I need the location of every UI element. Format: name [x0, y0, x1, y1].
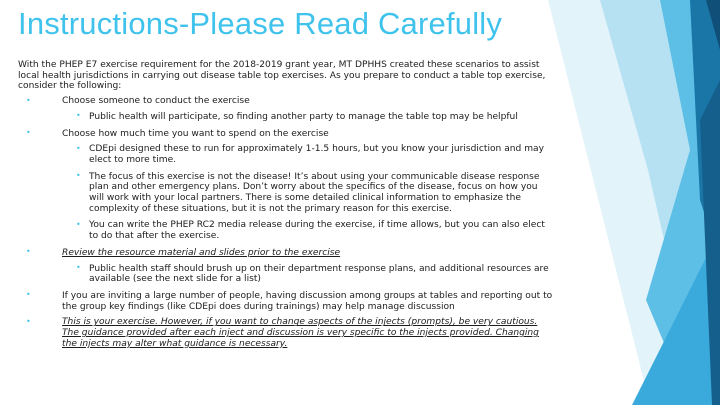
sub-item-text: Public health staff should brush up on their department response plans, and additional resources are available (see the next slide for a list): [89, 263, 549, 285]
intro-paragraph: With the PHEP E7 exercise requirement for the 2018-2019 grant year, MT DPHHS created these scenarios to assist local health jurisdictions in carrying out disease table top exercises. As you prepare to conduct a table top exercise, consider the following:: [18, 60, 546, 92]
list-item: [18, 317, 553, 349]
bullet-icon: •: [26, 247, 31, 257]
sub-item-text: Public health will participate, so finding another party to manage the table top may be helpful: [89, 111, 518, 122]
bullet-icon: •: [26, 316, 31, 326]
list-item: [18, 129, 553, 140]
item-text: Choose someone to conduct the exercise: [62, 96, 250, 107]
bullet-icon: •: [26, 128, 31, 138]
bullet-icon: •: [26, 95, 31, 105]
sub-list-item: [18, 264, 553, 285]
instruction-list: [18, 96, 553, 349]
sub-list-item: [18, 112, 553, 123]
sub-bullet-icon: •: [76, 111, 81, 121]
item-text: If you are inviting a large number of people, having discussion among groups at tables and reporting out to the group key findings (like CDEpi does during trainings) may help manage discussion: [62, 290, 553, 312]
list-item: [18, 248, 553, 259]
item-text: Choose how much time you want to spend on the exercise: [62, 128, 329, 139]
sub-list-item: [18, 144, 553, 165]
list-item: [18, 291, 553, 312]
slide-title: Instructions-Please Read Carefully: [18, 6, 503, 41]
sub-item-text: You can write the PHEP RC2 media release during the exercise, if time allows, but you can also elect to do that after the exercise.: [89, 220, 545, 242]
sub-bullet-icon: •: [76, 171, 81, 181]
instructions-body: [18, 60, 553, 354]
sub-list-item: [18, 220, 553, 241]
sub-bullet-icon: •: [76, 263, 81, 273]
sub-bullet-icon: •: [76, 219, 81, 229]
item-text-emphasized: This is your exercise. However, if you want to change aspects of the injects (prompts), be very cautious. The guidance provided after each inject and discussion is very specific to the injects provided. Changing the injects may alter what guidance is necessary.: [62, 317, 539, 349]
item-text-emphasized: Review the resource material and slides prior to the exercise: [62, 247, 341, 258]
list-item: [18, 96, 553, 107]
sub-item-text: CDEpi designed these to run for approximately 1-1.5 hours, but you know your jurisdiction and may elect to more time.: [89, 144, 545, 165]
sub-item-text: The focus of this exercise is not the disease! It’s about using your communicable disease response plan and other emergency plans. Don’t worry about the specifics of the disease, focus on how you will work with your local partners. There is some detailed clinical information to emphasize the complexity of these situations, but it is not the primary reason for this exercise.: [89, 171, 540, 214]
bullet-icon: •: [26, 290, 31, 300]
sub-list-item: [18, 172, 553, 215]
sub-bullet-icon: •: [76, 143, 81, 153]
